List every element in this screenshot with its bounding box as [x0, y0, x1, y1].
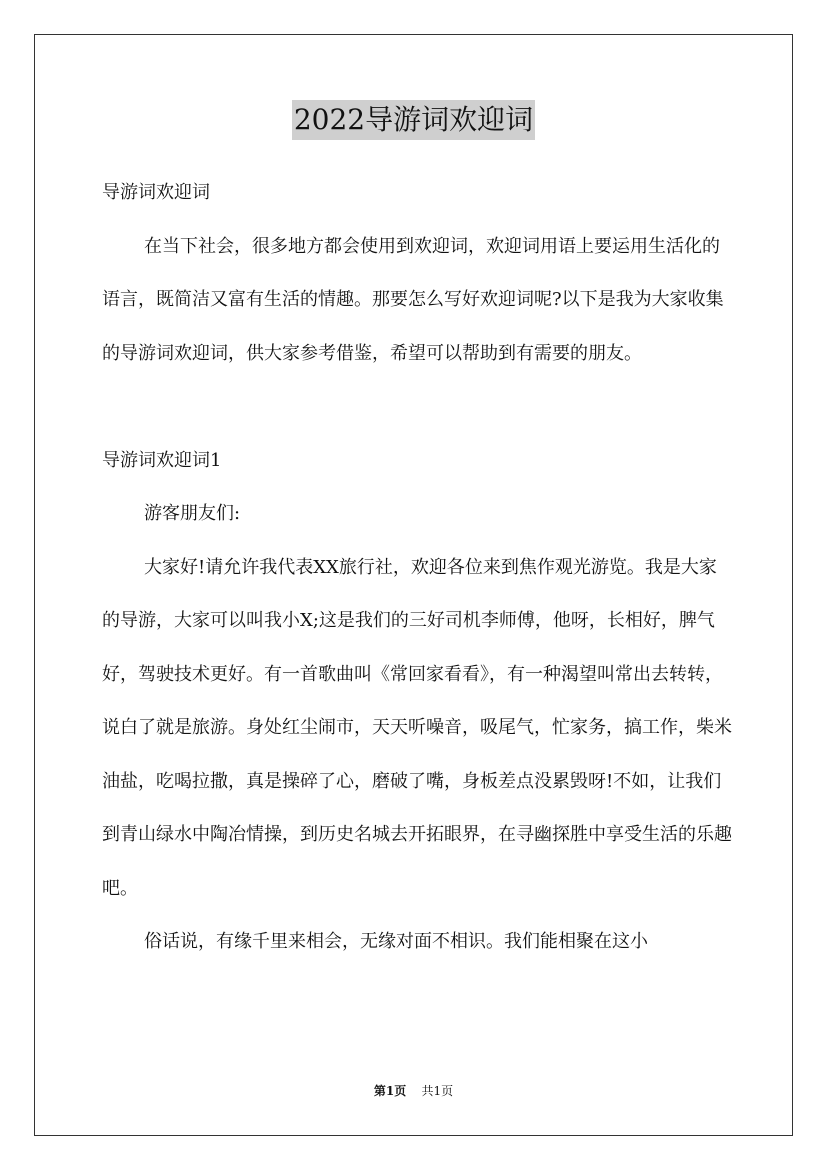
body-paragraph-1: 大家好!请允许我代表XX旅行社，欢迎各位来到焦作观光游览。我是大家的导游，大家可以叫我小X;这是我们的三好司机李师傅，他呀，长相好，脾气好，驾驶技术更好。有一首歌曲叫《常回家看看》，有一种渴望叫常出去转转，说白了就是旅游。身处红尘闹市，天天听噪音，吸尾气，忙家务，搞工作，柴米油盐，吃喝拉撒，真是操碎了心，磨破了嘴，身板差点没累毁呀!不如，让我们到青山绿水中陶冶情操，到历史名城去开拓眼界，在寻幽探胜中享受生活的乐趣吧。 [102, 556, 732, 899]
title-container [0, 100, 827, 140]
greeting-line: 游客朋友们: [144, 503, 241, 524]
page-footer [0, 1081, 827, 1101]
page-total: 共1页 [421, 1084, 454, 1098]
page-number: 第1页 [373, 1084, 407, 1098]
blank-line [102, 380, 732, 434]
section-heading-intro: 导游词欢迎词 [102, 182, 210, 203]
document-title: 2022导游词欢迎词 [292, 100, 535, 140]
section-heading-1: 导游词欢迎词1 [102, 449, 222, 471]
document-body [102, 166, 732, 969]
intro-paragraph: 在当下社会，很多地方都会使用到欢迎词，欢迎词用语上要运用生活化的语言，既简洁又富有生活的情趣。那要怎么写好欢迎词呢?以下是我为大家收集的导游词欢迎词，供大家参考借鉴，希望可以帮助到有需要的朋友。 [102, 235, 724, 364]
body-paragraph-2: 俗话说，有缘千里来相会，无缘对面不相识。我们能相聚在这小 [144, 931, 648, 952]
footer-spacer [410, 1084, 418, 1098]
